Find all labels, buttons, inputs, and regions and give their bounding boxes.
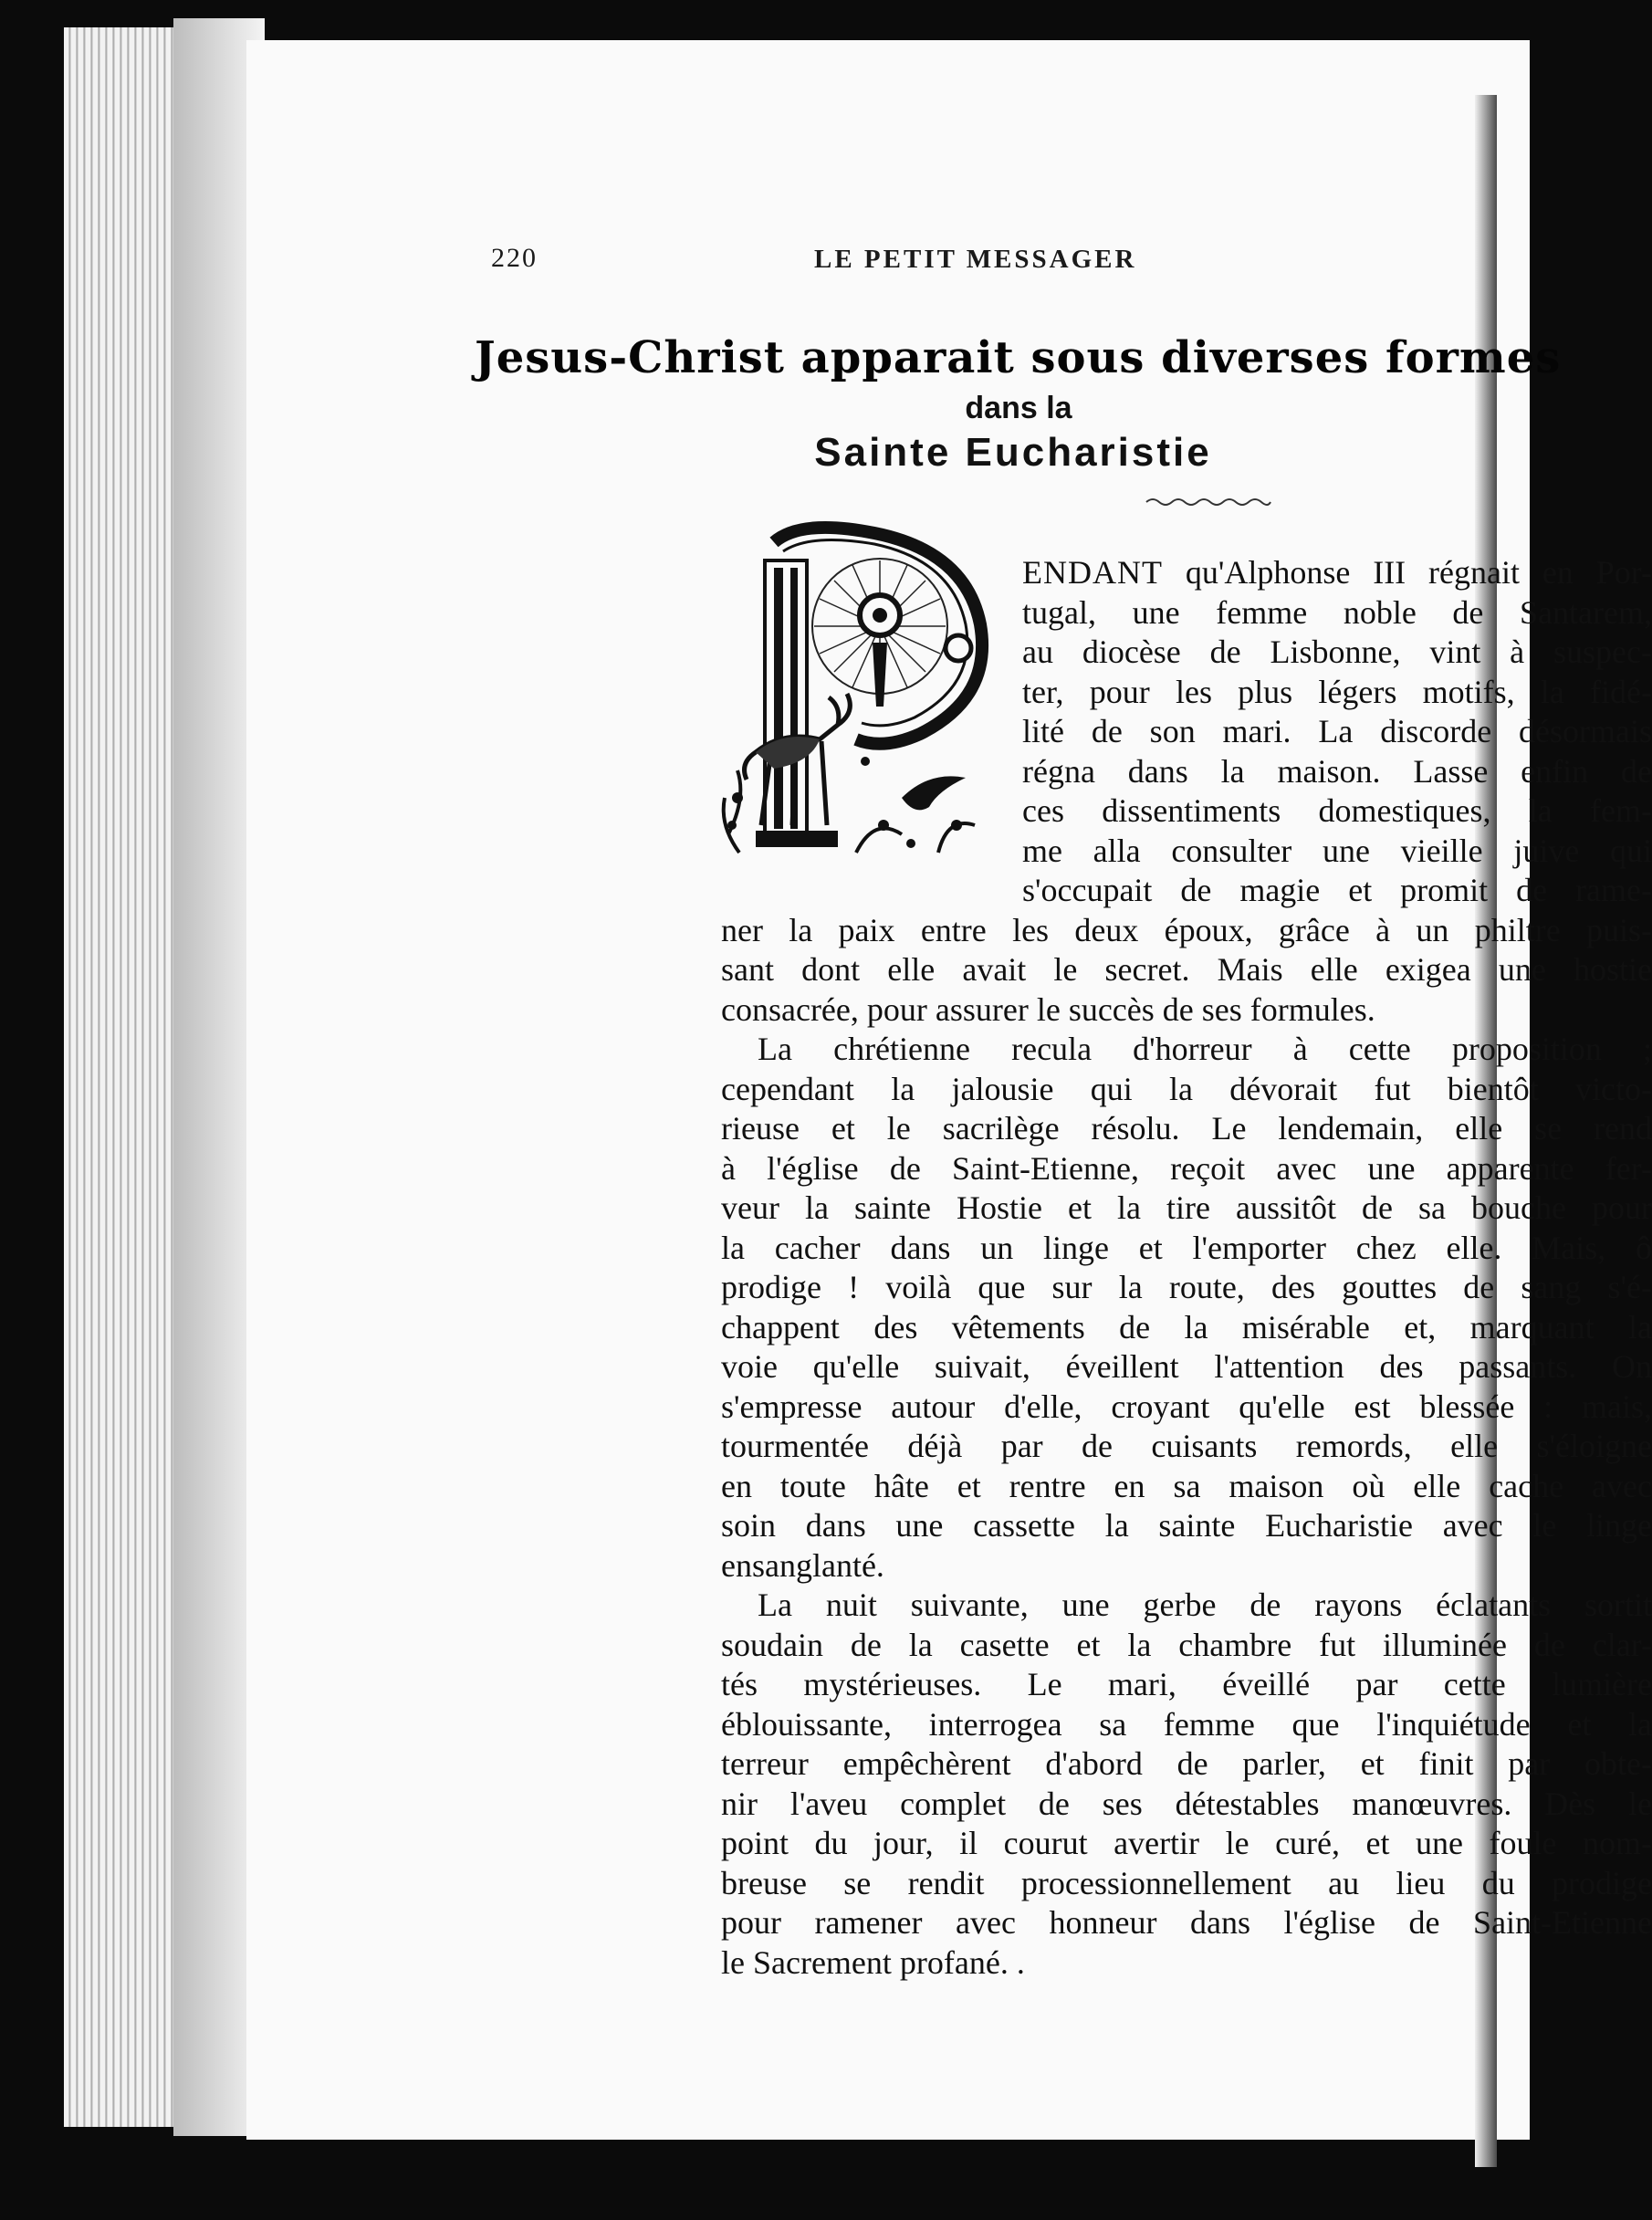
text-line: régna dans la maison. Lasse enfin de <box>1022 752 1652 790</box>
text-line: breuse se rendit processionnellement au lieu du prodige <box>721 1864 1652 1901</box>
text-line: soin dans une cassette la sainte Eucharistie avec le linge <box>721 1507 1652 1544</box>
text-line: sant dont elle avait le secret. Mais elle exigea une hostie <box>721 951 1652 988</box>
text-line: ces dissentiments domestiques, la fem- <box>1022 792 1652 829</box>
text-line: le Sacrement profané. . <box>721 1943 1025 1981</box>
title-sub2: Sainte Eucharistie <box>814 430 1212 475</box>
title-main: Jesus-Christ apparait sous diverses formes <box>475 332 1562 383</box>
text-line: ner la paix entre les deux époux, grâce à un philtre puis- <box>721 911 1652 948</box>
article-title <box>475 329 1562 478</box>
text-line: cependant la jalousie qui la dévorait fut bientôt victo- <box>721 1070 1652 1107</box>
text-line: à l'église de Saint-Etienne, reçoit avec une apparente fer- <box>721 1149 1652 1187</box>
page-number: 220 <box>491 243 538 273</box>
text-line: La nuit suivante, une gerbe de rayons éclatants sortit <box>758 1586 1652 1623</box>
text-line: au diocèse de Lisbonne, vint à suspec- <box>1022 634 1652 670</box>
running-head: LE PETIT MESSAGER <box>814 245 1137 274</box>
text-line: ter, pour les plus légers motifs, la fidé- <box>1022 673 1652 710</box>
text-line: s'empresse autour d'elle, croyant qu'elle est blessée : mais, <box>721 1388 1652 1425</box>
text-line: ENDANT qu'Alphonse III régnait en Por- <box>1022 554 1652 591</box>
text-line: ensanglanté. <box>721 1546 884 1584</box>
text-line: point du jour, il courut avertir le curé, et une foule nom- <box>721 1825 1652 1861</box>
text-line: voie qu'elle suivait, éveillent l'attention des passants. On <box>721 1348 1652 1385</box>
text-line: veur la sainte Hostie et la tire aussitôt de sa bouche pour <box>721 1189 1652 1226</box>
text-line: tés mystérieuses. Le mari, éveillé par cette lumière <box>721 1666 1652 1702</box>
text-line: me alla consulter une vieille juive qui <box>1022 832 1652 869</box>
lead-smallcaps: ENDANT <box>1022 554 1163 591</box>
title-sub: dans la <box>965 391 1072 425</box>
book-page-edges <box>64 27 183 2127</box>
text-line: rieuse et le sacrilège résolu. Le lendemain, elle se rend <box>721 1110 1652 1147</box>
text-line: tourmentée déjà par de cuisants remords, elle s'éloigne <box>721 1428 1652 1464</box>
text-line: en toute hâte et rentre en sa maison où elle cache avec <box>721 1467 1652 1504</box>
text-line: éblouissante, interrogea sa femme que l'inquiétude et la <box>721 1705 1652 1743</box>
text-line: La chrétienne recula d'horreur à cette proposition ; <box>758 1031 1652 1067</box>
text-line: soudain de la casette et la chambre fut illuminée de clar- <box>721 1626 1652 1663</box>
book-page <box>246 40 1652 2140</box>
text-line: s'occupait de magie et promit de rame- <box>1022 872 1652 908</box>
text-line: terreur empêchèrent d'abord de parler, et finit par obte- <box>721 1745 1652 1782</box>
text-line: pour ramener avec honneur dans l'église de Saint-Etienne <box>721 1904 1652 1941</box>
text-line: tugal, une femme noble de Santarem, <box>1022 593 1652 631</box>
article-body <box>721 553 1652 1983</box>
title-ornament <box>1145 495 1272 508</box>
text-line: nir l'aveu complet de ses détestables manœuvres. Dès le <box>721 1785 1652 1822</box>
text-line: prodige ! voilà que sur la route, des gouttes de sang s'é- <box>721 1269 1652 1305</box>
text-line: consacrée, pour assurer le succès de ses formules. <box>721 990 1375 1028</box>
text-line: chappent des vêtements de la misérable et, marquant la <box>721 1308 1652 1346</box>
page-header <box>246 243 1530 279</box>
text-line: lité de son mari. La discorde désormais <box>1022 713 1652 749</box>
text-line: la cacher dans un linge et l'emporter chez elle. Mais, ô <box>721 1229 1652 1266</box>
